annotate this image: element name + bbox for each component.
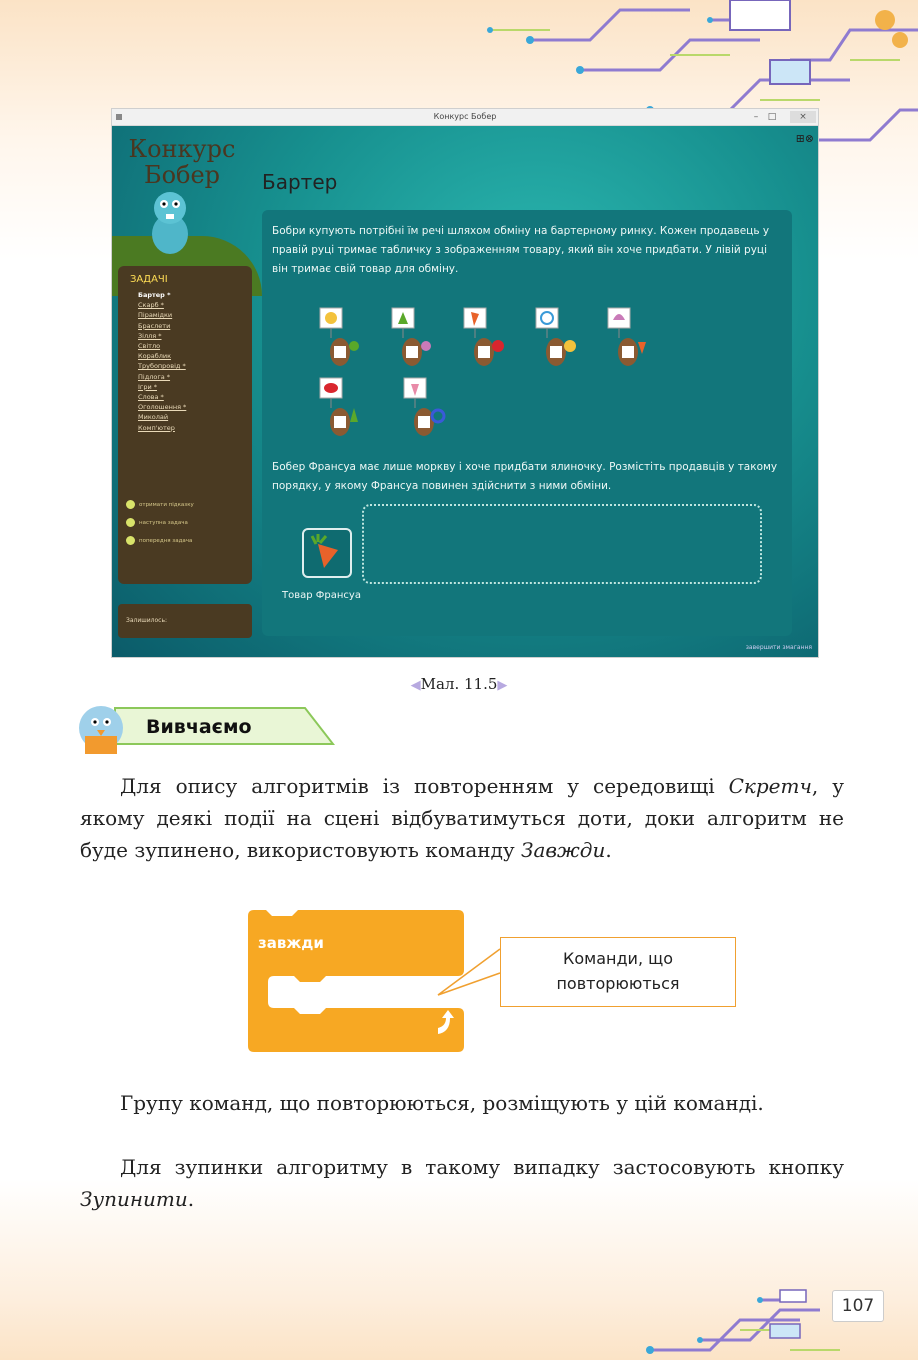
hint-icon [126, 500, 135, 509]
seller-beaver-icon[interactable] [318, 306, 362, 368]
caption-right-arrow-icon: ▶ [497, 678, 508, 693]
francois-item-caption: Товар Франсуа [282, 590, 361, 601]
beaver-mascot-icon [142, 186, 198, 256]
term-forever: Завжди [521, 838, 606, 862]
time-left-box [118, 604, 252, 638]
forever-block-label: завжди [258, 934, 324, 952]
carrot-icon [304, 530, 350, 576]
seller-beaver-icon[interactable] [534, 306, 578, 368]
figure-screenshot [111, 108, 819, 658]
task-item[interactable]: Підлога * [138, 372, 171, 381]
page-number: 107 [832, 1290, 884, 1322]
task-item[interactable]: Оголошення * [138, 403, 187, 412]
text: . [187, 1187, 195, 1211]
task-title: Бартер [262, 170, 338, 194]
legend-label: наступна задача [139, 520, 188, 526]
prev-icon [126, 536, 135, 545]
answer-drop-zone[interactable] [362, 504, 762, 584]
paragraph-forever [80, 770, 844, 866]
repeated-commands-callout: Команди, що повторюються [500, 937, 736, 1007]
legend [126, 496, 194, 550]
task-item[interactable]: Трубопровід * [138, 362, 186, 371]
term-stop: Зупинити [80, 1187, 188, 1211]
seller-beaver-icon[interactable] [606, 306, 650, 368]
time-left-label: Залишилось: [126, 617, 168, 624]
close-icon[interactable]: × [790, 111, 816, 123]
text: Для зупинки алгоритму в такому випадку застосовують кнопку [120, 1155, 844, 1179]
tasks-heading: ЗАДАЧІ [130, 274, 168, 285]
task-item[interactable]: Миколай [138, 413, 169, 422]
maximize-icon[interactable]: □ [767, 112, 777, 122]
task-item[interactable]: Комп'ютер [138, 423, 175, 432]
legend-label: попередня задача [139, 538, 193, 544]
legend-item[interactable] [126, 514, 194, 532]
logo-line2: Бобер [143, 161, 221, 189]
caption-left-arrow-icon: ◀ [410, 678, 421, 693]
task-description: Бобри купують потрібні їм речі шляхом обміну на бартерному ринку. Кожен продавець у правій руці тримає табличку з зображенням товару, який він хоче придбати. У лівій руці він тримає свій товар для обміну. [272, 225, 770, 275]
task-item[interactable]: Скарб * [138, 301, 164, 310]
seller-beaver-icon[interactable] [390, 306, 434, 368]
app-icon [116, 114, 122, 120]
task-content [262, 210, 792, 636]
task-item[interactable]: Кораблик [138, 352, 172, 361]
task-item[interactable]: Слова * [138, 393, 164, 402]
window-title: Конкурс Бобер [433, 112, 497, 121]
text: . [605, 838, 612, 862]
next-icon [126, 518, 135, 527]
seller-beaver-icon[interactable] [318, 376, 362, 438]
legend-item[interactable] [126, 532, 194, 550]
caption-text: Мал. 11.5 [420, 675, 498, 693]
paragraph-group: Групу команд, що повторюються, розміщують у цій команді. [120, 1091, 764, 1115]
contest-logo [122, 136, 242, 188]
task-item[interactable]: Ігри * [138, 382, 157, 391]
task-item[interactable]: Зілля * [138, 331, 162, 340]
finish-label: завершити змагання [745, 644, 812, 651]
paragraph-stop [80, 1151, 844, 1215]
task-sidebar [118, 266, 252, 584]
legend-item[interactable] [126, 496, 194, 514]
window-tools [796, 132, 814, 145]
fullscreen-icon[interactable]: ⊞ [795, 132, 805, 145]
task-list [138, 290, 186, 433]
figure-caption [0, 675, 918, 693]
task-question: Бобер Франсуа має лише моркву і хоче придбати ялиночку. Розмістіть продавців у такому порядку, у якому Франсуа повинен здійснити з ними обміни. [272, 461, 778, 492]
term-scratch: Скретч [728, 774, 812, 798]
francois-item-slot[interactable] [302, 528, 352, 578]
task-item[interactable]: Бартер * [138, 291, 171, 299]
window-titlebar [112, 109, 818, 126]
text: , у якому деякі події на сцені відбуватимуться доти, доки алгоритм не буде зупинено, використовують команду [80, 774, 844, 862]
learn-heading: Вивчаємо [146, 716, 252, 738]
task-item[interactable]: Пірамідки [138, 311, 173, 320]
task-item[interactable]: Світло [138, 342, 161, 351]
minimize-icon[interactable]: – [753, 112, 759, 122]
text: Для опису алгоритмів із повторенням у середовищі [120, 774, 729, 798]
seller-beaver-icon[interactable] [402, 376, 446, 438]
callout-pointer [430, 935, 510, 1005]
task-item[interactable]: Браслети [138, 321, 171, 330]
seller-beaver-icon[interactable] [462, 306, 506, 368]
beaver-contest-app [112, 126, 818, 657]
logo-line1: Конкурс [128, 135, 236, 163]
legend-label: отримати підказку [139, 502, 194, 508]
exit-icon[interactable]: ⊗ [804, 132, 814, 145]
finish-contest-button[interactable] [746, 644, 812, 651]
